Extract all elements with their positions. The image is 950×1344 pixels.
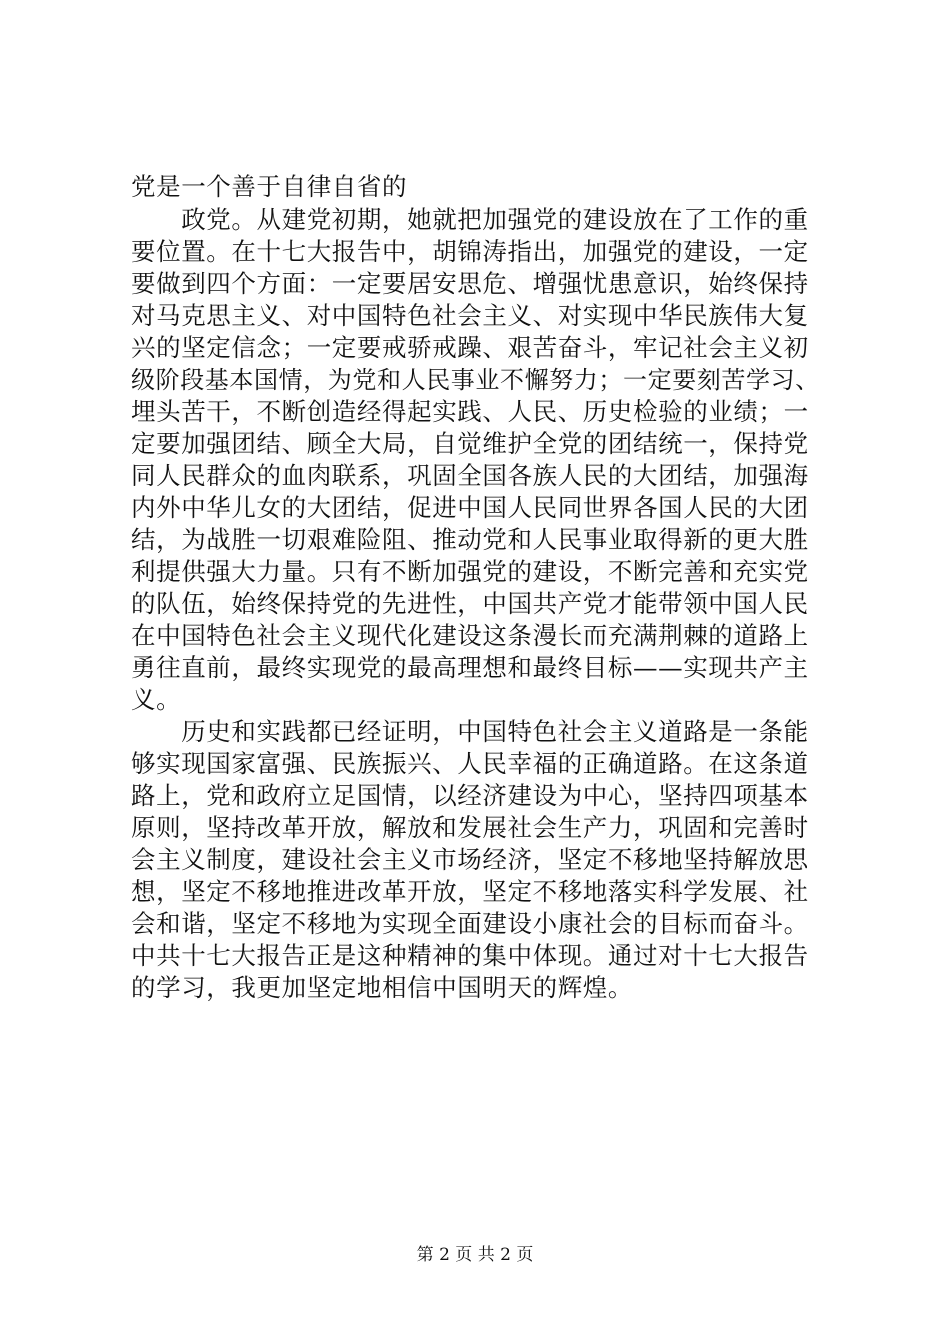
text-line: 级阶段基本国情，为党和人民事业不懈努力；一定要刻苦学习、: [131, 366, 820, 394]
text-line: 路上，党和政府立足国情，以经济建设为中心，坚持四项基本: [131, 781, 809, 810]
text-line: 历史和实践都已经证明，中国特色社会主义道路是一条能: [131, 717, 809, 746]
text-line: 的学习，我更加坚定地相信中国明天的辉煌。: [131, 973, 633, 1002]
text-line: 勇往直前，最终实现党的最高理想和最终目标——实现共产主: [131, 653, 809, 682]
text-line: 利提供强大力量。只有不断加强党的建设，不断完善和充实党: [131, 557, 809, 586]
text-line: 定要加强团结、顾全大局，自觉维护全党的团结统一，保持党: [131, 429, 809, 458]
text-line: 中共十七大报告正是这种精神的集中体现。通过对十七大报告: [131, 941, 809, 970]
text-line: 对马克思主义、对中国特色社会主义、对实现中华民族伟大复: [131, 301, 809, 330]
text-line: 党是一个善于自律自省的: [131, 172, 408, 201]
text-line: 的队伍，始终保持党的先进性，中国共产党才能带领中国人民: [131, 589, 809, 618]
text-line: 在中国特色社会主义现代化建设这条漫长而充满荆棘的道路上: [131, 621, 809, 650]
text-line: 义。: [131, 685, 182, 714]
text-line: 结，为战胜一切艰难险阻、推动党和人民事业取得新的更大胜: [131, 525, 809, 554]
text-line: 政党。从建党初期，她就把加强党的建设放在了工作的重: [131, 205, 809, 234]
text-line: 埋头苦干，不断创造经得起实践、人民、历史检验的业绩；一: [131, 397, 809, 426]
text-line: 要位置。在十七大报告中，胡锦涛指出，加强党的建设，一定: [131, 237, 809, 266]
text-line: 会和谐，坚定不移地为实现全面建设小康社会的目标而奋斗。: [131, 909, 809, 938]
text-line: 同人民群众的血肉联系，巩固全国各族人民的大团结，加强海: [131, 461, 809, 490]
page-number-footer: 第 2 页 共 2 页: [416, 1245, 534, 1265]
text-line: 想，坚定不移地推进改革开放，坚定不移地落实科学发展、社: [131, 877, 809, 906]
text-line: 原则，坚持改革开放，解放和发展社会生产力，巩固和完善时: [131, 813, 809, 842]
text-line: 会主义制度，建设社会主义市场经济，坚定不移地坚持解放思: [131, 845, 809, 874]
text-line: 内外中华儿女的大团结，促进中国人民同世界各国人民的大团: [131, 493, 809, 522]
text-line: 够实现国家富强、民族振兴、人民幸福的正确道路。在这条道: [131, 749, 809, 778]
text-line: 要做到四个方面：一定要居安思危、增强忧患意识，始终保持: [131, 269, 809, 298]
text-line: 兴的坚定信念；一定要戒骄戒躁、艰苦奋斗，牢记社会主义初: [131, 333, 809, 362]
